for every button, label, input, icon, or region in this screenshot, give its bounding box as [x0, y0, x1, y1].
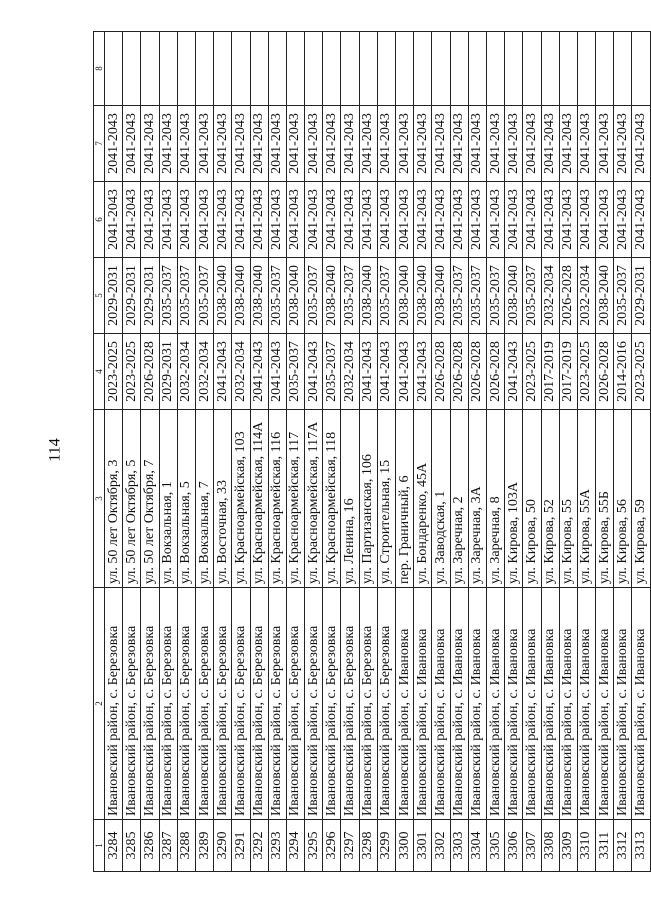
cell-period-c: 2041-2043 [450, 182, 468, 258]
table-row [323, 32, 341, 872]
cell-note [468, 32, 486, 106]
cell-note [214, 32, 232, 106]
cell-period-a: 2023-2025 [632, 334, 650, 410]
cell-row-number: 3297 [341, 820, 359, 872]
cell-period-c: 2041-2043 [232, 182, 250, 258]
cell-settlement: Ивановский район, с. Березовка [323, 588, 341, 820]
cell-note [505, 32, 523, 106]
cell-settlement: Ивановский район, с. Ивановка [577, 588, 595, 820]
cell-settlement: Ивановский район, с. Березовка [123, 588, 141, 820]
cell-period-c: 2041-2043 [396, 182, 414, 258]
rotated-table-container [93, 32, 649, 872]
table-body [94, 32, 651, 872]
cell-period-b: 2035-2037 [341, 258, 359, 334]
table-row [596, 32, 614, 872]
cell-period-c: 2041-2043 [486, 182, 504, 258]
cell-address: ул. Красноармейская, 103 [232, 410, 250, 588]
cell-period-a: 2041-2043 [305, 334, 323, 410]
cell-settlement: Ивановский район, с. Ивановка [468, 588, 486, 820]
cell-settlement: Ивановский район, с. Ивановка [414, 588, 432, 820]
cell-period-a: 2041-2043 [214, 334, 232, 410]
cell-settlement: Ивановский район, с. Ивановка [396, 588, 414, 820]
cell-period-b: 2029-2031 [141, 258, 159, 334]
cell-note [577, 32, 595, 106]
cell-period-b: 2038-2040 [250, 258, 268, 334]
cell-row-number: 3285 [123, 820, 141, 872]
cell-period-d: 2041-2043 [541, 106, 559, 182]
cell-settlement: Ивановский район, с. Ивановка [596, 588, 614, 820]
cell-period-b: 2035-2037 [523, 258, 541, 334]
cell-period-d: 2041-2043 [341, 106, 359, 182]
cell-address: ул. 50 лет Октября, 3 [105, 410, 123, 588]
cell-period-a: 2041-2043 [250, 334, 268, 410]
table-row [541, 32, 559, 872]
cell-note [396, 32, 414, 106]
cell-settlement: Ивановский район, с. Березовка [105, 588, 123, 820]
cell-note [559, 32, 577, 106]
cell-period-d: 2041-2043 [505, 106, 523, 182]
cell-period-c: 2041-2043 [632, 182, 650, 258]
cell-period-c: 2041-2043 [305, 182, 323, 258]
cell-note [305, 32, 323, 106]
cell-address: ул. Заречная, 8 [486, 410, 504, 588]
cell-period-a: 2032-2034 [341, 334, 359, 410]
column-number-3: 3 [94, 410, 105, 588]
cell-address: ул. 50 лет Октября, 5 [123, 410, 141, 588]
cell-period-b: 2035-2037 [614, 258, 632, 334]
table-row [214, 32, 232, 872]
cell-row-number: 3299 [377, 820, 395, 872]
table-row [414, 32, 432, 872]
cell-period-d: 2041-2043 [250, 106, 268, 182]
cell-period-c: 2041-2043 [177, 182, 195, 258]
cell-note [414, 32, 432, 106]
cell-note [177, 32, 195, 106]
table-row [577, 32, 595, 872]
cell-note [141, 32, 159, 106]
column-number-8: 8 [94, 32, 105, 106]
cell-note [341, 32, 359, 106]
cell-period-c: 2041-2043 [268, 182, 286, 258]
cell-row-number: 3289 [195, 820, 213, 872]
cell-row-number: 3300 [396, 820, 414, 872]
cell-row-number: 3288 [177, 820, 195, 872]
cell-period-a: 2041-2043 [377, 334, 395, 410]
cell-period-d: 2041-2043 [305, 106, 323, 182]
page-number: 114 [46, 438, 64, 462]
cell-period-c: 2041-2043 [577, 182, 595, 258]
cell-address: ул. Красноармейская, 117А [305, 410, 323, 588]
cell-row-number: 3311 [596, 820, 614, 872]
cell-note [268, 32, 286, 106]
cell-note [632, 32, 650, 106]
table-row [159, 32, 177, 872]
cell-period-b: 2029-2031 [105, 258, 123, 334]
cell-period-d: 2041-2043 [596, 106, 614, 182]
cell-period-b: 2038-2040 [596, 258, 614, 334]
cell-period-a: 2041-2043 [359, 334, 377, 410]
cell-period-b: 2035-2037 [486, 258, 504, 334]
cell-note [159, 32, 177, 106]
cell-period-d: 2041-2043 [195, 106, 213, 182]
cell-row-number: 3290 [214, 820, 232, 872]
cell-period-a: 2041-2043 [414, 334, 432, 410]
cell-note [232, 32, 250, 106]
cell-settlement: Ивановский район, с. Березовка [177, 588, 195, 820]
cell-period-d: 2041-2043 [614, 106, 632, 182]
cell-row-number: 3296 [323, 820, 341, 872]
cell-address: ул. Красноармейская, 116 [268, 410, 286, 588]
cell-row-number: 3310 [577, 820, 595, 872]
table-row [305, 32, 323, 872]
cell-period-a: 2017-2019 [559, 334, 577, 410]
cell-address: ул. Кирова, 55Б [596, 410, 614, 588]
cell-period-c: 2041-2043 [541, 182, 559, 258]
cell-settlement: Ивановский район, с. Ивановка [559, 588, 577, 820]
cell-note [523, 32, 541, 106]
cell-period-c: 2041-2043 [377, 182, 395, 258]
cell-period-d: 2041-2043 [105, 106, 123, 182]
cell-period-c: 2041-2043 [596, 182, 614, 258]
cell-note [123, 32, 141, 106]
cell-period-a: 2032-2034 [232, 334, 250, 410]
cell-period-a: 2032-2034 [195, 334, 213, 410]
cell-period-d: 2041-2043 [359, 106, 377, 182]
cell-address: ул. Восточная, 33 [214, 410, 232, 588]
cell-period-d: 2041-2043 [232, 106, 250, 182]
cell-row-number: 3302 [432, 820, 450, 872]
cell-period-c: 2041-2043 [123, 182, 141, 258]
cell-period-d: 2041-2043 [123, 106, 141, 182]
cell-address: ул. Вокзальная, 5 [177, 410, 195, 588]
cell-period-c: 2041-2043 [432, 182, 450, 258]
cell-settlement: Ивановский район, с. Березовка [195, 588, 213, 820]
table-row [523, 32, 541, 872]
cell-address: ул. Красноармейская, 114А [250, 410, 268, 588]
cell-note [486, 32, 504, 106]
cell-period-a: 2041-2043 [505, 334, 523, 410]
cell-period-d: 2041-2043 [432, 106, 450, 182]
table-row [341, 32, 359, 872]
cell-period-b: 2035-2037 [468, 258, 486, 334]
cell-period-c: 2041-2043 [468, 182, 486, 258]
table-row [632, 32, 650, 872]
cell-row-number: 3286 [141, 820, 159, 872]
cell-period-a: 2014-2016 [614, 334, 632, 410]
cell-period-a: 2032-2034 [177, 334, 195, 410]
cell-settlement: Ивановский район, с. Ивановка [632, 588, 650, 820]
cell-note [614, 32, 632, 106]
cell-period-c: 2041-2043 [614, 182, 632, 258]
table-row [195, 32, 213, 872]
cell-row-number: 3305 [486, 820, 504, 872]
table-row [559, 32, 577, 872]
cell-settlement: Ивановский район, с. Березовка [214, 588, 232, 820]
cell-period-b: 2038-2040 [505, 258, 523, 334]
cell-note [450, 32, 468, 106]
cell-period-d: 2041-2043 [177, 106, 195, 182]
cell-settlement: Ивановский район, с. Ивановка [614, 588, 632, 820]
cell-settlement: Ивановский район, с. Березовка [286, 588, 304, 820]
table-row [614, 32, 632, 872]
cell-address: ул. Ленина, 16 [341, 410, 359, 588]
table-row [141, 32, 159, 872]
cell-row-number: 3313 [632, 820, 650, 872]
cell-settlement: Ивановский район, с. Ивановка [486, 588, 504, 820]
table-row [177, 32, 195, 872]
cell-address: ул. 50 лет Октября, 7 [141, 410, 159, 588]
cell-period-a: 2026-2028 [596, 334, 614, 410]
table-row [123, 32, 141, 872]
cell-period-a: 2035-2037 [323, 334, 341, 410]
cell-period-d: 2041-2043 [450, 106, 468, 182]
cell-period-b: 2038-2040 [396, 258, 414, 334]
cell-period-d: 2041-2043 [632, 106, 650, 182]
cell-settlement: Ивановский район, с. Березовка [141, 588, 159, 820]
cell-row-number: 3308 [541, 820, 559, 872]
cell-address: ул. Кирова, 59 [632, 410, 650, 588]
cell-period-c: 2041-2043 [323, 182, 341, 258]
cell-settlement: Ивановский район, с. Березовка [268, 588, 286, 820]
table-rotation-frame [93, 32, 649, 872]
cell-period-b: 2035-2037 [195, 258, 213, 334]
table-row [432, 32, 450, 872]
cell-address: ул. Кирова, 56 [614, 410, 632, 588]
column-number-6: 6 [94, 182, 105, 258]
cell-period-b: 2032-2034 [577, 258, 595, 334]
cell-row-number: 3303 [450, 820, 468, 872]
cell-row-number: 3306 [505, 820, 523, 872]
cell-note [432, 32, 450, 106]
cell-period-b: 2038-2040 [414, 258, 432, 334]
cell-settlement: Ивановский район, с. Ивановка [450, 588, 468, 820]
cell-row-number: 3295 [305, 820, 323, 872]
cell-period-a: 2041-2043 [396, 334, 414, 410]
cell-address: ул. Кирова, 103А [505, 410, 523, 588]
cell-period-d: 2041-2043 [577, 106, 595, 182]
cell-period-a: 2023-2025 [123, 334, 141, 410]
cell-address: ул. Заводская, 1 [432, 410, 450, 588]
cell-period-d: 2041-2043 [141, 106, 159, 182]
cell-period-b: 2035-2037 [268, 258, 286, 334]
cell-address: ул. Заречная, 2 [450, 410, 468, 588]
cell-note [359, 32, 377, 106]
cell-period-b: 2038-2040 [214, 258, 232, 334]
cell-note [286, 32, 304, 106]
table-row [286, 32, 304, 872]
cell-period-c: 2041-2043 [341, 182, 359, 258]
cell-row-number: 3307 [523, 820, 541, 872]
cell-period-b: 2035-2037 [305, 258, 323, 334]
cell-period-c: 2041-2043 [195, 182, 213, 258]
cell-settlement: Ивановский район, с. Березовка [250, 588, 268, 820]
cell-row-number: 3309 [559, 820, 577, 872]
cell-settlement: Ивановский район, с. Березовка [341, 588, 359, 820]
cell-period-a: 2023-2025 [523, 334, 541, 410]
cell-period-b: 2035-2037 [177, 258, 195, 334]
cell-period-d: 2041-2043 [468, 106, 486, 182]
cell-address: ул. Вокзальная, 7 [195, 410, 213, 588]
cell-settlement: Ивановский район, с. Ивановка [523, 588, 541, 820]
cell-row-number: 3284 [105, 820, 123, 872]
table-row [250, 32, 268, 872]
cell-row-number: 3301 [414, 820, 432, 872]
cell-period-c: 2041-2043 [250, 182, 268, 258]
cell-settlement: Ивановский район, с. Березовка [377, 588, 395, 820]
cell-period-d: 2041-2043 [414, 106, 432, 182]
cell-address: ул. Вокзальная, 1 [159, 410, 177, 588]
cell-note [250, 32, 268, 106]
cell-period-b: 2026-2028 [559, 258, 577, 334]
cell-period-d: 2041-2043 [159, 106, 177, 182]
cell-period-b: 2035-2037 [377, 258, 395, 334]
cell-period-b: 2032-2034 [541, 258, 559, 334]
cell-period-c: 2041-2043 [105, 182, 123, 258]
cell-address: ул. Красноармейская, 118 [323, 410, 341, 588]
cell-address: ул. Бондаренко, 45А [414, 410, 432, 588]
cell-period-b: 2035-2037 [450, 258, 468, 334]
cell-address: ул. Партизанская, 106 [359, 410, 377, 588]
cell-address: ул. Кирова, 52 [541, 410, 559, 588]
cell-period-c: 2041-2043 [414, 182, 432, 258]
cell-period-b: 2038-2040 [286, 258, 304, 334]
cell-period-d: 2041-2043 [559, 106, 577, 182]
table-row [377, 32, 395, 872]
cell-row-number: 3304 [468, 820, 486, 872]
cell-period-d: 2041-2043 [323, 106, 341, 182]
column-number-7: 7 [94, 106, 105, 182]
table-row [359, 32, 377, 872]
cell-period-c: 2041-2043 [159, 182, 177, 258]
cell-period-c: 2041-2043 [505, 182, 523, 258]
cell-period-a: 2026-2028 [468, 334, 486, 410]
cell-settlement: Ивановский район, с. Ивановка [505, 588, 523, 820]
cell-period-a: 2026-2028 [141, 334, 159, 410]
cell-address: ул. Строительная, 15 [377, 410, 395, 588]
cell-row-number: 3292 [250, 820, 268, 872]
cell-row-number: 3298 [359, 820, 377, 872]
cell-period-c: 2041-2043 [141, 182, 159, 258]
cell-period-c: 2041-2043 [523, 182, 541, 258]
cell-period-a: 2035-2037 [286, 334, 304, 410]
cell-settlement: Ивановский район, с. Березовка [159, 588, 177, 820]
cell-period-b: 2038-2040 [432, 258, 450, 334]
column-number-2: 2 [94, 588, 105, 820]
cell-period-d: 2041-2043 [377, 106, 395, 182]
table-row [232, 32, 250, 872]
cell-row-number: 3293 [268, 820, 286, 872]
cell-note [105, 32, 123, 106]
cell-row-number: 3294 [286, 820, 304, 872]
cell-period-a: 2026-2028 [432, 334, 450, 410]
cell-row-number: 3312 [614, 820, 632, 872]
cell-note [596, 32, 614, 106]
cell-note [323, 32, 341, 106]
cell-period-d: 2041-2043 [286, 106, 304, 182]
cell-period-d: 2041-2043 [268, 106, 286, 182]
cell-period-b: 2029-2031 [123, 258, 141, 334]
cell-note [377, 32, 395, 106]
cell-note [541, 32, 559, 106]
cell-period-a: 2029-2031 [159, 334, 177, 410]
table-row [486, 32, 504, 872]
cell-period-d: 2041-2043 [523, 106, 541, 182]
cell-period-a: 2017-2019 [541, 334, 559, 410]
cell-settlement: Ивановский район, с. Березовка [305, 588, 323, 820]
cell-period-b: 2038-2040 [323, 258, 341, 334]
cell-period-d: 2041-2043 [214, 106, 232, 182]
cell-address: ул. Кирова, 55А [577, 410, 595, 588]
cell-settlement: Ивановский район, с. Березовка [359, 588, 377, 820]
cell-period-b: 2038-2040 [359, 258, 377, 334]
cell-period-a: 2026-2028 [486, 334, 504, 410]
table-row [450, 32, 468, 872]
cell-period-a: 2041-2043 [268, 334, 286, 410]
cell-row-number: 3287 [159, 820, 177, 872]
table-row [396, 32, 414, 872]
cell-address: ул. Заречная, 3А [468, 410, 486, 588]
cell-address: ул. Кирова, 50 [523, 410, 541, 588]
cell-period-b: 2038-2040 [232, 258, 250, 334]
cell-note [195, 32, 213, 106]
cell-period-b: 2029-2031 [632, 258, 650, 334]
cell-period-c: 2041-2043 [214, 182, 232, 258]
table-row [505, 32, 523, 872]
table-row [468, 32, 486, 872]
cell-settlement: Ивановский район, с. Березовка [232, 588, 250, 820]
cell-settlement: Ивановский район, с. Ивановка [432, 588, 450, 820]
housing-schedule-table [93, 31, 651, 872]
cell-period-c: 2041-2043 [286, 182, 304, 258]
column-number-row [94, 32, 105, 872]
cell-row-number: 3291 [232, 820, 250, 872]
column-number-5: 5 [94, 258, 105, 334]
cell-address: ул. Красноармейская, 117 [286, 410, 304, 588]
column-number-1: 1 [94, 820, 105, 872]
cell-period-a: 2026-2028 [450, 334, 468, 410]
cell-period-d: 2041-2043 [486, 106, 504, 182]
table-row [268, 32, 286, 872]
column-number-4: 4 [94, 334, 105, 410]
cell-address: ул. Кирова, 55 [559, 410, 577, 588]
cell-period-d: 2041-2043 [396, 106, 414, 182]
cell-period-a: 2023-2025 [577, 334, 595, 410]
cell-period-c: 2041-2043 [559, 182, 577, 258]
cell-period-a: 2023-2025 [105, 334, 123, 410]
cell-address: пер. Граничный, 6 [396, 410, 414, 588]
cell-period-c: 2041-2043 [359, 182, 377, 258]
table-row [105, 32, 123, 872]
cell-period-b: 2035-2037 [159, 258, 177, 334]
cell-settlement: Ивановский район, с. Ивановка [541, 588, 559, 820]
